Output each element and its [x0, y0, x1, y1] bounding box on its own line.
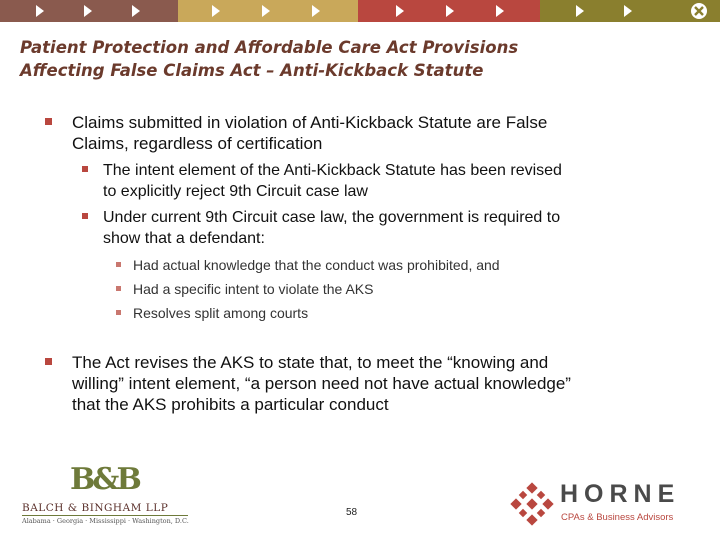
arrow-icon — [496, 5, 504, 17]
x-diamond-logo-icon — [690, 2, 708, 20]
bb-monogram: B&B — [70, 462, 139, 497]
bullet-text-line: Under current 9th Circuit case law, the government is required to — [103, 209, 561, 226]
bb-firm-name: BALCH & BINGHAM LLP — [22, 502, 169, 514]
arrow-icon — [624, 5, 632, 17]
arrow-icon — [396, 5, 404, 17]
slide-title-line-2: Affecting False Claims Act – Anti-Kickback Statute — [20, 61, 484, 80]
square-bullet-icon — [45, 358, 52, 365]
horne-logo — [508, 478, 708, 534]
subbullet-ninth-circuit — [103, 207, 693, 249]
band-segment-gold — [178, 0, 358, 22]
band-segment-brown — [0, 0, 178, 22]
bullet-text-line: to explicitly reject 9th Circuit case law — [103, 183, 368, 200]
square-bullet-icon — [116, 262, 121, 267]
horne-wordmark: HORNE — [560, 480, 681, 508]
bullet-claims-false — [72, 112, 672, 154]
bullet-text-line: Claims, regardless of certification — [72, 134, 323, 153]
arrow-icon — [84, 5, 92, 17]
square-bullet-icon — [82, 213, 88, 219]
arrow-icon — [262, 5, 270, 17]
arrow-icon — [132, 5, 140, 17]
arrow-icon — [446, 5, 454, 17]
square-bullet-icon — [116, 310, 121, 315]
square-bullet-icon — [116, 286, 121, 291]
horne-x-logo-icon — [510, 482, 554, 526]
list-item: Had actual knowledge that the conduct was prohibited, and — [133, 256, 693, 274]
arrow-icon — [36, 5, 44, 17]
page-number: 58 — [346, 507, 358, 518]
bullet-act-revises-aks — [72, 352, 672, 415]
bullet-text-line: show that a defendant: — [103, 230, 265, 247]
balch-bingham-logo — [18, 460, 188, 530]
square-bullet-icon — [82, 166, 88, 172]
subbullet-intent-revised — [103, 160, 693, 202]
band-segment-red — [358, 0, 540, 22]
bullet-text-line: willing” intent element, “a person need not have actual knowledge” — [72, 374, 571, 393]
bullet-text-line: that the AKS prohibits a particular conduct — [72, 395, 389, 414]
horne-tagline: CPAs & Business Advisors — [561, 512, 674, 523]
bb-locations: Alabama · Georgia · Mississippi · Washington, D.C. — [22, 517, 189, 525]
divider — [22, 515, 188, 516]
slide-title — [20, 36, 700, 82]
header-color-band — [0, 0, 720, 22]
bullet-text-line: The Act revises the AKS to state that, to meet the “knowing and — [72, 353, 549, 372]
slide-title-line-1: Patient Protection and Affordable Care Act Provisions — [20, 38, 519, 57]
arrow-icon — [212, 5, 220, 17]
list-item: Had a specific intent to violate the AKS — [133, 280, 693, 298]
square-bullet-icon — [45, 118, 52, 125]
bullet-text-line: Claims submitted in violation of Anti-Kickback Statute are False — [72, 113, 548, 132]
arrow-icon — [576, 5, 584, 17]
list-item: Resolves split among courts — [133, 304, 693, 322]
bullet-text-line: The intent element of the Anti-Kickback Statute has been revised — [103, 162, 562, 179]
arrow-icon — [312, 5, 320, 17]
